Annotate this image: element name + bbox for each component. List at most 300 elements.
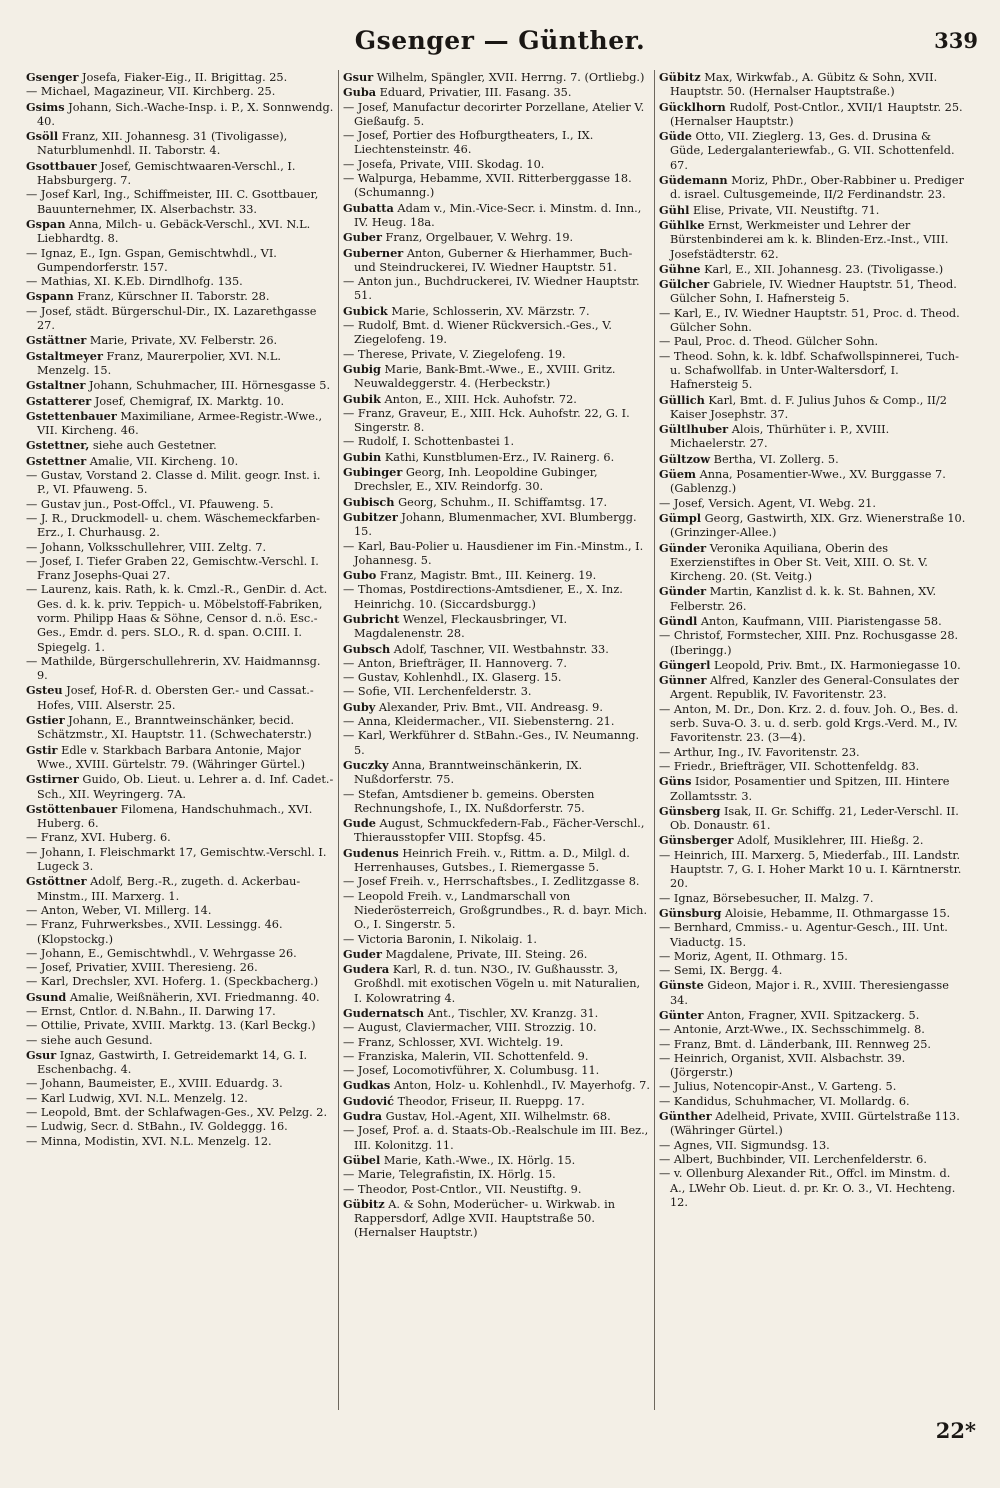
entry-surname: Günner	[659, 673, 707, 688]
entry-details: — Karl, Bau-Polier u. Hausdiener im Fin.-Minstm., I. Johannesg. 5.	[343, 539, 644, 567]
entry-details: Alfred, Kanzler des General-Consulates der Argent. Republik, IV. Favoritenstr. 23.	[670, 674, 959, 702]
entry-details: — Julius, Notencopir-Anst., V. Garteng. 5.	[659, 1080, 897, 1094]
directory-entry	[659, 950, 966, 964]
entry-details: — Karl, E., IV. Wiedner Hauptstr. 51, Proc. d. Theod. Gülcher Sohn.	[659, 306, 960, 335]
directory-entry	[659, 1023, 966, 1037]
directory-entry	[26, 275, 334, 289]
directory-entry	[26, 1106, 334, 1120]
entry-details: Alexander, Priv. Bmt., VII. Andreasg. 9.	[375, 700, 603, 714]
entry-details: — Minna, Modistin, XVI. N.L. Menzelg. 12.	[26, 1134, 272, 1148]
directory-entry	[26, 904, 334, 918]
directory-entry	[659, 350, 966, 393]
entry-details: — Heinrich, III. Marxerg. 5, Miederfab., III. Landstr. Hauptstr. 7, G. I. Hoher Markt 10 u. I. Kärntnerstr. 20.	[659, 848, 962, 891]
directory-entry	[343, 407, 650, 436]
entry-details: — Johann, Baumeister, E., XVIII. Eduardg. 3.	[26, 1077, 283, 1091]
directory-entry	[26, 394, 334, 409]
directory-entry	[659, 1153, 966, 1167]
directory-entry	[343, 1168, 650, 1182]
entry-details: Johann, Schuhmacher, III. Hörnesgasse 5.	[85, 379, 331, 393]
entry-details: — Mathilde, Bürgerschullehrerin, XV. Haidmannsg. 9.	[26, 654, 321, 683]
entry-surname: Gstettner,	[26, 438, 90, 453]
directory-entry	[343, 392, 650, 407]
entry-details: — Heinrich, Organist, XVII. Alsbachstr. 39. (Jörgerstr.)	[659, 1051, 906, 1080]
column-left	[22, 70, 338, 1410]
directory-entry	[343, 101, 650, 130]
entry-details: — Josef, Privatier, XVIII. Theresieng. 26.	[26, 961, 258, 975]
directory-entry	[26, 1077, 334, 1091]
entry-details: Josefa, Fiaker-Eig., II. Brigittag. 25.	[78, 71, 288, 84]
entry-details: — Marie, Telegrafistin, IX. Hörlg. 15.	[343, 1168, 556, 1182]
directory-entry	[26, 772, 334, 802]
directory-entry	[343, 788, 650, 817]
entry-surname: Guber	[343, 230, 382, 245]
entry-surname: Güem	[659, 467, 697, 482]
entry-surname: Gündl	[659, 613, 698, 628]
directory-entry	[343, 495, 650, 510]
entry-details: — siehe auch Gesund.	[26, 1033, 153, 1047]
entry-details: Amalie, VII. Kircheng. 10.	[86, 454, 239, 468]
entry-details: — Michael, Magazineur, VII. Kirchberg. 25.	[26, 85, 276, 99]
directory-entry	[26, 655, 334, 684]
directory-entry	[26, 541, 334, 555]
entry-details: Anna, Milch- u. Gebäck-Verschl., XVI. N.L. Liebhardtg. 8.	[37, 217, 311, 246]
directory-entry	[26, 975, 334, 989]
entry-surname: Gubik	[343, 391, 381, 406]
entry-surname: Gsur	[343, 70, 374, 84]
entry-details: Martin, Kanzlist d. k. k. St. Bahnen, XV. Felberstr. 26.	[670, 585, 937, 613]
entry-details: Max, Wirkwfab., A. Gübitz & Sohn, XVII. Hauptstr. 50. (Hernalser Hauptstraße.)	[670, 71, 938, 99]
directory-entry	[659, 804, 966, 834]
directory-entry	[26, 512, 334, 541]
entry-details: Anton, Holz- u. Kohlenhdl., IV. Mayerhofg. 7.	[390, 1079, 650, 1093]
entry-details: — Ernst, Cntlor. d. N.Bahn., II. Darwing 17.	[26, 1005, 276, 1018]
directory-entry	[26, 100, 334, 130]
entry-details: — Ignaz, Börsebesucher, II. Malzg. 7.	[659, 891, 874, 905]
entry-details: siehe auch Gestetner.	[89, 439, 217, 453]
directory-entry	[343, 933, 650, 947]
entry-details: Adam v., Min.-Vice-Secr. i. Minstm. d. Inn., IV. Heug. 18a.	[354, 201, 642, 229]
entry-details: — Karl, Werkführer d. StBahn.-Ges., IV. Neumanng. 5.	[343, 729, 640, 757]
directory-entry	[343, 568, 650, 583]
directory-entry	[26, 188, 334, 217]
directory-entry	[26, 1120, 334, 1134]
entry-details: — Josef, I. Tiefer Graben 22, Gemischtw.-Verschl. I. Franz Josephs-Quai 27.	[26, 554, 319, 583]
entry-surname: Gsims	[26, 99, 65, 114]
entry-surname: Gstier	[26, 713, 65, 728]
entry-details: — Franz, Schlosser, XVI. Wichtelg. 19.	[343, 1035, 564, 1049]
directory-entry	[26, 1135, 334, 1149]
directory-entry	[343, 1021, 650, 1035]
entry-details: — Thomas, Postdirections-Amtsdiener, E., X. Inz. Heinrichg. 10. (Siccardsburgg.)	[343, 583, 623, 611]
entry-surname: Gubsch	[343, 641, 391, 656]
entry-surname: Gubo	[343, 568, 377, 583]
directory-entry	[343, 1006, 650, 1021]
entry-surname: Gstaltner	[26, 378, 86, 393]
directory-entry	[659, 422, 966, 452]
entry-surname: Gubick	[343, 303, 388, 318]
entry-surname: Günsberg	[659, 803, 721, 818]
entry-surname: Gühne	[659, 261, 701, 276]
entry-details: Isidor, Posamentier und Spitzen, III. Hintere Zollamtsstr. 3.	[670, 775, 950, 803]
entry-details: — Victoria Baronin, I. Nikolaig. 1.	[343, 932, 537, 946]
directory-entry	[343, 700, 650, 715]
directory-entry	[26, 831, 334, 845]
directory-entry	[26, 289, 334, 304]
directory-entry	[26, 349, 334, 379]
entry-surname: Güdemann	[659, 173, 728, 188]
directory-entry	[26, 713, 334, 743]
directory-entry	[659, 760, 966, 774]
entry-surname: Gümpl	[659, 510, 702, 525]
entry-details: — Josef, Prof. a. d. Staats-Ob.-Realschule im III. Bez., III. Kolonitzg. 11.	[343, 1124, 649, 1152]
entry-surname: Gücklhorn	[659, 99, 726, 114]
entry-details: — Christof, Formstecher, XIII. Pnz. Rochusgasse 28. (Iberingg.)	[659, 629, 959, 657]
entry-details: Anna, Posamentier-Wwe., XV. Burggasse 7. (Gablenzg.)	[670, 468, 946, 496]
entry-details: Marie, Kath.-Wwe., IX. Hörlg. 15.	[380, 1153, 576, 1167]
directory-entry	[343, 962, 650, 1006]
entry-surname: Gsottbauer	[26, 158, 97, 173]
entry-details: Karl, Bmt. d. F. Julius Juhos & Comp., II/2 Kaiser Josephstr. 37.	[670, 393, 947, 421]
entry-details: Amalie, Weißnäherin, XVI. Friedmanng. 40.	[66, 990, 320, 1004]
entry-surname: Guberner	[343, 245, 404, 260]
entry-details: Eduard, Privatier, III. Fasang. 35.	[376, 86, 572, 100]
column-middle	[338, 70, 654, 1410]
directory-entry	[26, 85, 334, 99]
entry-details: Georg, Inh. Leopoldine Gubinger, Drechsler, E., XIV. Reindorfg. 30.	[354, 466, 598, 494]
directory-entry	[26, 874, 334, 904]
entry-surname: Günter	[659, 1008, 704, 1022]
entry-surname: Gültlhuber	[659, 422, 729, 437]
directory-entry	[26, 555, 334, 584]
entry-details: Marie, Bank-Bmt.-Wwe., E., XVIII. Gritz. Neuwaldeggerstr. 4. (Herbeckstr.)	[354, 362, 616, 391]
entry-surname: Gubitzer	[343, 509, 398, 524]
entry-details: Theodor, Friseur, II. Rueppg. 17.	[394, 1094, 585, 1108]
entry-details: Leopold, Priv. Bmt., IX. Harmoniegasse 10.	[710, 658, 961, 672]
directory-entry	[26, 846, 334, 875]
entry-details: — Josef Karl, Ing., Schiffmeister, III. C. Gsottbauer, Bauunternehmer, IX. Alserbachstr. 33.	[26, 188, 319, 216]
entry-details: — Stefan, Amtsdiener b. gemeins. Obersten Rechnungshofe, I., IX. Nußdorferstr. 75.	[343, 787, 595, 815]
directory-entry	[343, 70, 650, 85]
entry-details: — Franz, Fuhrwerksbes., XVII. Lessingg. 46. (Klopstockg.)	[26, 918, 283, 946]
entry-surname: Gstettenbauer	[26, 408, 117, 423]
entry-details: — Johann, Volksschullehrer, VIII. Zeltg. 7.	[26, 540, 267, 554]
directory-entry	[343, 657, 650, 671]
entry-surname: Gude	[343, 816, 376, 831]
directory-entry	[659, 746, 966, 760]
directory-entry	[343, 1183, 650, 1197]
directory-entry	[343, 642, 650, 657]
entry-details: Adolf, Berg.-R., zugeth. d. Ackerbau-Minstm., III. Marxerg. 1.	[37, 875, 301, 903]
directory-entry	[26, 683, 334, 713]
directory-entry	[343, 1036, 650, 1050]
directory-entry	[343, 275, 650, 304]
entry-details: Isak, II. Gr. Schiffg. 21, Leder-Verschl. II. Ob. Donaustr. 61.	[670, 804, 959, 833]
entry-details: Otto, VII. Zieglerg. 13, Ges. d. Drusina & Güde, Ledergalanteriewfab., G. VII. Schottenfeld. 67.	[670, 130, 955, 172]
entry-surname: Gsund	[26, 989, 67, 1004]
directory-entry	[659, 1052, 966, 1081]
entry-surname: Gülcher	[659, 277, 710, 292]
entry-surname: Gudović	[343, 1093, 395, 1108]
directory-entry	[343, 465, 650, 495]
directory-entry	[26, 947, 334, 961]
directory-entry	[343, 1064, 650, 1078]
entry-details: — Ottilie, Private, XVIII. Marktg. 13. (Karl Beckg.)	[26, 1019, 316, 1033]
entry-details: — Leopold, Bmt. der Schlafwagen-Ges., XV. Pelzg. 2.	[26, 1106, 328, 1120]
entry-details: Wilhelm, Spängler, XVII. Herrng. 7. (Ortliebg.)	[373, 71, 645, 84]
entry-details: — Semi, IX. Bergg. 4.	[659, 964, 783, 978]
directory-entry	[659, 203, 966, 218]
entry-details: — Franz, Graveur, E., XIII. Hck. Auhofstr. 22, G. I. Singerstr. 8.	[343, 406, 630, 435]
entry-surname: Gstöttner	[26, 874, 87, 889]
entry-details: — Josef Freih. v., Herrschaftsbes., I. Zedlitzgasse 8.	[343, 875, 640, 889]
directory-entry	[343, 348, 650, 362]
directory-entry	[343, 715, 650, 729]
entry-surname: Gubisch	[343, 494, 395, 509]
directory-entry	[26, 1005, 334, 1019]
directory-entry	[26, 498, 334, 512]
directory-entry	[26, 990, 334, 1005]
directory-entry	[26, 961, 334, 975]
directory-entry	[343, 816, 650, 846]
entry-details: — Ignaz, E., Ign. Gspan, Gemischtwhdl., VI. Gumpendorferstr. 157.	[26, 246, 277, 274]
entry-details: — Agnes, VII. Sigmundsg. 13.	[659, 1138, 830, 1152]
directory-entry	[343, 685, 650, 699]
entry-surname: Gubricht	[343, 611, 400, 626]
entry-details: Edle v. Starkbach Barbara Antonie, Major Wwe., XVIII. Gürtelstr. 79. (Währinger Gürtel.)	[37, 743, 306, 771]
directory-entry	[343, 846, 650, 876]
directory-entry	[659, 277, 966, 307]
running-title: Gsenger — Günther.	[354, 26, 646, 55]
entry-details: Franz, XII. Johannesg. 31 (Tivoligasse), Naturblumenhdl. II. Taborstr. 4.	[37, 130, 288, 158]
directory-entry	[26, 70, 334, 85]
directory-entry	[343, 1197, 650, 1241]
entry-details: A. & Sohn, Moderücher- u. Wirkwab. in Rappersdorf, Adlge XVII. Hauptstraße 50. (Hernalser Hauptstr.)	[354, 1197, 616, 1240]
entry-details: Franz, Maurerpolier, XVI. N.L. Menzelg. 15.	[37, 349, 281, 377]
entry-surname: Guder	[343, 946, 382, 961]
entry-details: — August, Claviermacher, VIII. Strozzig. 10.	[343, 1021, 597, 1035]
entry-surname: Gsenger	[26, 70, 79, 84]
entry-surname: Gudernatsch	[343, 1006, 425, 1020]
directory-entry	[343, 304, 650, 319]
entry-details: — Sofie, VII. Lerchenfelderstr. 3.	[343, 685, 532, 699]
entry-details: Karl, E., XII. Johannesg. 23. (Tivoligasse.)	[700, 262, 944, 276]
entry-details: Johann, Sich.-Wache-Insp. i. P., X. Sonnwendg. 40.	[37, 100, 334, 128]
directory-entry	[26, 1019, 334, 1033]
entry-details: — Anton jun., Buchdruckerei, IV. Wiedner Hauptstr. 51.	[343, 275, 640, 303]
directory-entry	[659, 1095, 966, 1109]
directory-entry	[659, 335, 966, 349]
entry-surname: Gstirner	[26, 772, 79, 787]
directory-entry	[343, 947, 650, 962]
entry-details: — Friedr., Briefträger, VII. Schottenfeldg. 83.	[659, 759, 920, 773]
entry-details: — Josef, Locomotivführer, X. Columbusg. 11.	[343, 1064, 600, 1078]
directory-entry	[659, 833, 966, 848]
entry-details: Anton, Guberner & Hierhammer, Buch- und Steindruckerei, IV. Wiedner Hauptstr. 51.	[354, 246, 633, 274]
entry-details: Maximiliane, Armee-Registr.-Wwe., VII. Kircheng. 46.	[37, 409, 323, 438]
directory-entry	[659, 849, 966, 892]
directory-entry	[659, 892, 966, 906]
directory-entry	[343, 230, 650, 245]
entry-details: Franz, Orgelbauer, V. Wehrg. 19.	[381, 231, 574, 245]
entry-details: Anton, E., XIII. Hck. Auhofstr. 72.	[380, 392, 577, 406]
entry-surname: Gühlke	[659, 217, 705, 232]
entry-surname: Gubinger	[343, 465, 403, 480]
directory-entry	[659, 452, 966, 467]
entry-details: Bertha, VI. Zollerg. 5.	[710, 452, 839, 466]
directory-entry	[26, 305, 334, 334]
directory-entry	[659, 511, 966, 541]
directory-entry	[659, 467, 966, 497]
directory-entry	[659, 218, 966, 262]
directory-entry	[343, 1124, 650, 1153]
entry-details: — Josef, Manufactur decorirter Porzellane, Atelier V. Gießaufg. 5.	[343, 100, 645, 128]
entry-details: — Josef, Versich. Agent, VI. Webg. 21.	[659, 496, 876, 510]
entry-details: — Josef, Portier des Hofburgtheaters, I., IX. Liechtensteinstr. 46.	[343, 129, 594, 157]
entry-details: Ignaz, Gastwirth, I. Getreidemarkt 14, G. I. Eschenbachg. 4.	[37, 1048, 308, 1077]
entry-surname: Gsteu	[26, 683, 63, 698]
directory-entry	[26, 378, 334, 393]
entry-surname: Gühl	[659, 202, 690, 217]
entry-details: — J. R., Druckmodell- u. chem. Wäschemeckfarben-Erz., I. Churhausg. 2.	[26, 511, 320, 540]
entry-details: — Franz, XVI. Huberg. 6.	[26, 831, 171, 845]
entry-surname: Gstöttenbauer	[26, 801, 118, 816]
entry-details: Guido, Ob. Lieut. u. Lehrer a. d. Inf. Cadet.-Sch., XII. Weyringerg. 7A.	[37, 773, 334, 801]
column-right	[654, 70, 970, 1410]
entry-details: Magdalene, Private, III. Steing. 26.	[381, 947, 588, 961]
directory-entry	[659, 173, 966, 203]
directory-entry	[659, 541, 966, 585]
entry-details: Josef, Hof-R. d. Obersten Ger.- und Cassat.-Hofes, VIII. Alserstr. 25.	[37, 684, 314, 712]
entry-surname: Gudkas	[343, 1078, 391, 1093]
entry-surname: Gültzow	[659, 451, 711, 466]
directory-entry	[659, 497, 966, 511]
directory-entry	[343, 540, 650, 569]
entry-details: Georg, Schuhm., II. Schiffamtsg. 17.	[394, 495, 608, 509]
entry-surname: Günder	[659, 584, 707, 599]
entry-details: — Arthur, Ing., IV. Favoritenstr. 23.	[659, 745, 860, 759]
directory-entry	[343, 172, 650, 201]
entry-surname: Gstatterer	[26, 393, 92, 408]
entry-surname: Günther	[659, 1109, 712, 1124]
entry-details: Franz, Kürschner II. Taborstr. 28.	[73, 290, 270, 304]
directory-entry	[26, 159, 334, 189]
directory-entry	[659, 978, 966, 1008]
directory-entry	[659, 658, 966, 673]
entry-details: Veronika Aquiliana, Oberin des Exerzienstiftes in Ober St. Veit, XIII. O. St. V. Kircheng. 20. (St. Veitg.)	[670, 541, 928, 584]
entry-details: Anton, Kaufmann, VIII. Piaristengasse 58.	[697, 614, 942, 628]
entry-details: — Leopold Freih. v., Landmarschall von Niederösterreich, Großgrundbes., R. d. bayr. Mich. O., I. Singerstr. 5.	[343, 889, 648, 932]
entry-details: August, Schmuckfedern-Fab., Fächer-Verschl., Thierausstopfer VIII. Stopfsg. 45.	[354, 817, 645, 845]
entry-details: — Gustav, Kohlenhdl., IX. Glaserg. 15.	[343, 671, 562, 685]
entry-surname: Gstaltmeyer	[26, 348, 103, 363]
directory-entry	[343, 246, 650, 276]
directory-entry	[26, 1034, 334, 1048]
entry-details: — Theodor, Post-Cntlor., VII. Neustiftg. 9.	[343, 1182, 582, 1196]
entry-details: Filomena, Handschuhmach., XVI. Huberg. 6.	[37, 802, 313, 831]
directory-entry	[343, 729, 650, 758]
directory-entry	[659, 1038, 966, 1052]
entry-surname: Güllich	[659, 392, 705, 407]
directory-entry	[659, 614, 966, 629]
directory-entry	[659, 1139, 966, 1153]
directory-entry	[26, 469, 334, 498]
directory-entry	[343, 450, 650, 465]
entry-surname: Guby	[343, 699, 376, 714]
entry-details: — Josefa, Private, VIII. Skodag. 10.	[343, 157, 545, 171]
directory-entry	[659, 584, 966, 614]
entry-details: — Walpurga, Hebamme, XVII. Ritterberggasse 18. (Schumanng.)	[343, 172, 632, 200]
directory-entry	[26, 217, 334, 247]
entry-surname: Güngerl	[659, 657, 711, 672]
entry-surname: Güde	[659, 129, 692, 144]
entry-details: — Kandidus, Schuhmacher, VI. Mollardg. 6.	[659, 1094, 910, 1108]
entry-details: — v. Ollenburg Alexander Rit., Offcl. im Minstm. d. A., LWehr Ob. Lieut. d. pr. Kr. O. 3., VI. Hechteng. 12.	[659, 1167, 956, 1209]
entry-details: Marie, Schlosserin, XV. Märzstr. 7.	[387, 304, 590, 318]
directory-entry	[26, 247, 334, 276]
directory-entry	[343, 1109, 650, 1124]
directory-entry	[343, 129, 650, 158]
entry-details: Ernst, Werkmeister und Lehrer der Bürstenbinderei am k. k. Blinden-Erz.-Inst., VIII. Josefstädterstr. 62.	[670, 218, 949, 261]
entry-details: — Karl Ludwig, XVI. N.L. Menzelg. 12.	[26, 1091, 248, 1105]
entry-details: — Franziska, Malerin, VII. Schottenfeld. 9.	[343, 1049, 589, 1063]
entry-details: — Johann, I. Fleischmarkt 17, Gemischtw.-Verschl. I. Lugeck 3.	[26, 845, 327, 874]
directory-entry	[659, 703, 966, 746]
entry-details: Johann, Blumenmacher, XVI. Blumbergg. 15.	[354, 510, 637, 539]
entry-surname: Günsberger	[659, 833, 734, 848]
entry-details: — Paul, Proc. d. Theod. Gülcher Sohn.	[659, 335, 879, 349]
directory-entry	[26, 454, 334, 469]
directory-entry	[343, 362, 650, 392]
entry-surname: Gubin	[343, 449, 382, 464]
entry-details: Josef, Gemischtwaaren-Verschl., I. Habsburgerg. 7.	[37, 159, 296, 188]
entry-surname: Guba	[343, 85, 377, 100]
directory-entry	[26, 918, 334, 947]
entry-surname: Gubig	[343, 361, 381, 376]
directory-entry	[26, 333, 334, 348]
directory-entry	[343, 319, 650, 348]
entry-details: Aloisie, Hebamme, II. Othmargasse 15.	[721, 906, 951, 920]
directory-entry	[343, 510, 650, 540]
directory-entry	[343, 435, 650, 449]
entry-surname: Gudera	[343, 962, 390, 977]
entry-details: Karl, R. d. tun. N3O., IV. Gußhausstr. 3, Großhdl. mit exotischen Vögeln u. mit Naturalien, I. Kolowratring 4.	[354, 963, 641, 1005]
entry-surname: Günsburg	[659, 905, 722, 920]
entry-surname: Gubatta	[343, 200, 394, 215]
directory-entry	[343, 158, 650, 172]
directory-entry	[343, 875, 650, 889]
entry-details: — Anton, M. Dr., Don. Krz. 2. d. fouv. Joh. O., Bes. d. serb. Suva-O. 3. u. d. serb. gold Krgs.-Verd. M., IV. Favoritenstr. 23. (3—4).	[659, 702, 959, 745]
entry-details: Johann, E., Branntweinschänker, becid. Schätzmstr., XI. Hauptstr. 11. (Schwechaterstr.)	[37, 714, 312, 742]
entry-details: Heinrich Freih. v., Rittm. a. D., Milgl. d. Herrenhauses, Gutsbes., I. Riemergasse 5.	[354, 846, 630, 875]
entry-details: — Johann, E., Gemischtwhdl., V. Wehrgasse 26.	[26, 946, 297, 960]
directory-entry	[26, 1092, 334, 1106]
directory-entry	[343, 758, 650, 788]
directory-entry	[659, 774, 966, 804]
directory-entry	[343, 583, 650, 612]
entry-surname: Gsur	[26, 1047, 57, 1062]
entry-details: Adelheid, Private, XVIII. Gürtelstraße 113. (Währinger Gürtel.)	[670, 1110, 960, 1138]
entry-surname: Gstir	[26, 742, 58, 757]
directory-entry	[659, 1080, 966, 1094]
entry-surname: Gspann	[26, 289, 74, 304]
entry-details: Josef, Chemigraf, IX. Marktg. 10.	[91, 394, 285, 408]
entry-details: Moriz, PhDr., Ober-Rabbiner u. Prediger d. israel. Cultusgemeinde, II/2 Ferdinandstr. 23.	[670, 174, 964, 202]
directory-entry	[343, 1078, 650, 1093]
directory-entry	[659, 1109, 966, 1139]
entry-details: Gustav, Hol.-Agent, XII. Wilhelmstr. 68.	[382, 1110, 611, 1124]
directory-entry	[343, 890, 650, 933]
directory-entry	[26, 129, 334, 159]
